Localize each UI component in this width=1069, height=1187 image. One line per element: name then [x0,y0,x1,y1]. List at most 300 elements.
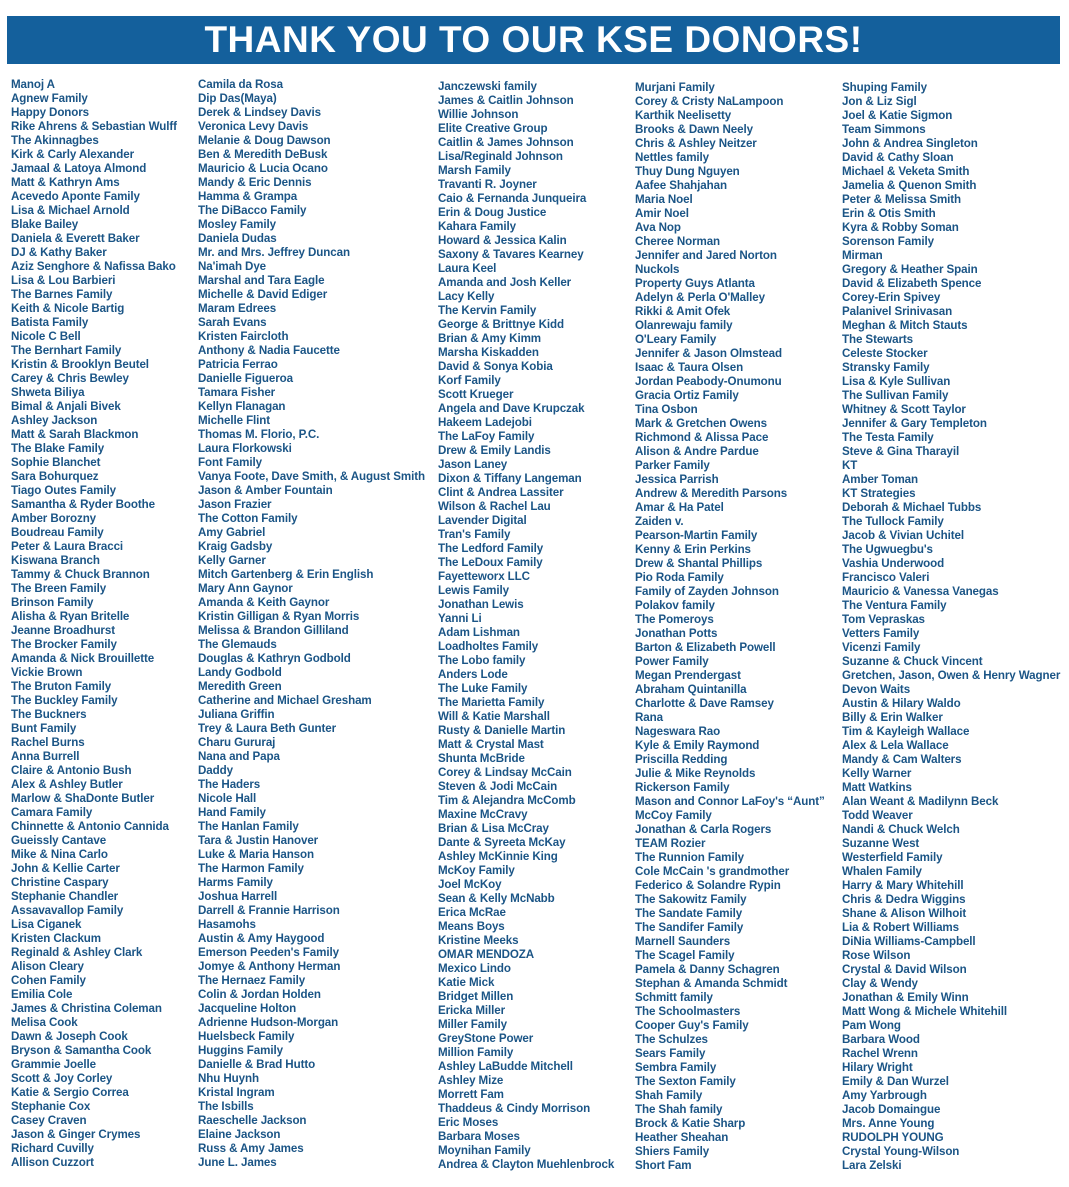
donor-name: Mary Ann Gaynor [198,582,293,595]
donor-name: Maram Edrees [198,302,277,315]
donor-name: Property Guys Atlanta [635,277,755,290]
donor-name: Scott Krueger [438,388,514,401]
donor-name: John & Andrea Singleton [842,137,978,150]
donor-name: Gregory & Heather Spain [842,263,978,276]
donor-name: Tara & Justin Hanover [198,834,319,847]
donor-name: Jennifer and Jared Norton [635,249,777,262]
donor-name: Catherine and Michael Gresham [198,694,372,707]
donor-name: The Luke Family [438,682,528,695]
donor-name: Yanni Li [438,612,482,625]
donor-name: Tina Osbon [635,403,698,416]
donor-name: KT [842,459,858,472]
donor-name: Rana [635,711,663,724]
donor-name: Harms Family [198,876,273,889]
donor-name: Lisa/Reginald Johnson [438,150,563,163]
donor-name: Alan Weant & Madilynn Beck [842,795,999,808]
donor-name: Jennifer & Jason Olmstead [635,347,782,360]
donor-name: Jonathan & Carla Rogers [635,823,772,836]
donor-name: Agnew Family [11,92,88,105]
donor-name: Richard Cuvilly [11,1142,94,1155]
donor-name: Cole McCain 's grandmother [635,865,790,878]
donor-name: Marnell Saunders [635,935,731,948]
donor-name: Cheree Norman [635,235,721,248]
donor-name: Barton & Elizabeth Powell [635,641,776,654]
donor-name: Moynihan Family [438,1144,531,1157]
donor-name: The Lobo family [438,654,526,667]
donor-name: Jonathan Potts [635,627,718,640]
donor-name: Jamelia & Quenon Smith [842,179,977,192]
donor-name: Todd Weaver [842,809,913,822]
donor-name: Priscilla Redding [635,753,728,766]
donor-name: Michelle Flint [198,414,271,427]
donor-name: The Bernhart Family [11,344,122,357]
donor-name: Alison Cleary [11,960,84,973]
donor-name: Rachel Burns [11,736,85,749]
donor-name: Acevedo Aponte Family [11,190,140,203]
donor-name: Casey Craven [11,1114,87,1127]
donor-name: Rachel Wrenn [842,1047,918,1060]
donor-name: Suzanne & Chuck Vincent [842,655,983,668]
donor-name: Steve & Gina Tharayil [842,445,960,458]
donor-name: Kristen Clackum [11,932,101,945]
donor-name: Jamaal & Latoya Almond [11,162,147,175]
donor-name: Nicole C Bell [11,330,81,343]
donor-name: Sembra Family [635,1061,717,1074]
donor-name: Lacy Kelly [438,290,495,303]
donor-name: Amar & Ha Patel [635,501,724,514]
donor-name: Colin & Jordan Holden [198,988,321,1001]
donor-name: DJ & Kathy Baker [11,246,107,259]
donor-name: John & Kellie Carter [11,862,120,875]
donor-name: The Pomeroys [635,613,714,626]
donor-name: George & Brittnye Kidd [438,318,564,331]
donor-name: Joel & Katie Sigmon [842,109,953,122]
donor-name: Whalen Family [842,865,922,878]
donor-name: Daniela & Everett Baker [11,232,140,245]
donor-name: Jacqueline Holton [198,1002,297,1015]
donor-name: Andrew & Meredith Parsons [635,487,788,500]
donor-name: Amber Borozny [11,512,97,525]
donor-name: The Buckners [11,708,87,721]
donor-name: Alison & Andre Pardue [635,445,759,458]
donor-name: Happy Donors [11,106,90,119]
donor-name: Amanda & Keith Gaynor [198,596,330,609]
donor-name: Lisa & Michael Arnold [11,204,130,217]
donor-name: The Schoolmasters [635,1005,741,1018]
donor-name: Lisa Ciganek [11,918,82,931]
page-title: THANK YOU TO OUR KSE DONORS! [204,19,863,60]
donor-name: Lewis Family [438,584,509,597]
donor-name: Steven & Jodi McCain [438,780,558,793]
donor-name: Corey & Cristy NaLampoon [635,95,784,108]
donor-name: Carey & Chris Bewley [11,372,129,385]
donor-name: Family of Zayden Johnson [635,585,779,598]
donor-name: Billy & Erin Walker [842,711,943,724]
donor-name: Rickerson Family [635,781,730,794]
donor-name: Nageswara Rao [635,725,721,738]
donor-name: Emerson Peeden's Family [198,946,339,959]
donor-name: Na'imah Dye [198,260,267,273]
donor-name: Howard & Jessica Kalin [438,234,567,247]
donor-name: The Schulzes [635,1033,708,1046]
donor-name: Elite Creative Group [438,122,548,135]
donor-name: The Sakowitz Family [635,893,747,906]
donor-name: Trey & Laura Beth Gunter [198,722,337,735]
donor-name: The Akinnagbes [11,134,99,147]
donor-name: Camara Family [11,806,93,819]
donor-name: Sophie Blanchet [11,456,101,469]
donor-name: Gracia Ortiz Family [635,389,739,402]
donor-name: Kiswana Branch [11,554,100,567]
donor-name: Hakeem Ladejobi [438,416,532,429]
donor-name: Mason and Connor LaFoy's “Aunt” [635,795,825,808]
donor-name: Tiago Outes Family [11,484,116,497]
donor-name: Anthony & Nadia Faucette [198,344,340,357]
donor-name: Bunt Family [11,722,77,735]
donor-name: Miller Family [438,1018,507,1031]
donor-name: Francisco Valeri [842,571,930,584]
donor-name: Cohen Family [11,974,86,987]
donor-name: Blake Bailey [11,218,79,231]
donor-name: Mirman [842,249,883,262]
donor-name: Tammy & Chuck Brannon [11,568,150,581]
donor-name: Thomas M. Florio, P.C. [198,428,320,441]
donor-name: Bimal & Anjali Bivek [11,400,121,413]
donor-name: Short Fam [635,1159,692,1172]
donor-name: Olanrewaju family [635,319,733,332]
donor-name: Rike Ahrens & Sebastian Wulff [11,120,177,133]
donor-name: Keith & Nicole Bartig [11,302,125,315]
donor-name: Means Boys [438,920,505,933]
donor-name: Jason & Ginger Crymes [11,1128,141,1141]
donor-name: Cooper Guy's Family [635,1019,749,1032]
donor-name: Lavender Digital [438,514,527,527]
donor-name: Chris & Ashley Neitzer [635,137,757,150]
donor-name: Isaac & Taura Olsen [635,361,744,374]
donor-name: Marsha Kiskadden [438,346,539,359]
donor-name: The LeDoux Family [438,556,543,569]
donor-name: Sorenson Family [842,235,934,248]
donor-name: Charu Gururaj [198,736,276,749]
donor-name: Alex & Ashley Butler [11,778,123,791]
donor-name: Nana and Papa [198,750,280,763]
donor-name: Hasamohs [198,918,256,931]
donor-name: June L. James [198,1156,277,1169]
donor-name: Jomye & Anthony Herman [198,960,341,973]
donor-name: Kirk & Carly Alexander [11,148,135,161]
donor-name: Huggins Family [198,1044,283,1057]
donor-name: Fayetteworx LLC [438,570,530,583]
donor-name: Drew & Emily Landis [438,444,551,457]
donor-name: Matt & Kathryn Ams [11,176,120,189]
donor-name: Chris & Dedra Wiggins [842,893,966,906]
donor-name: Matt Wong & Michele Whitehill [842,1005,1007,1018]
donor-name: Amir Noel [635,207,689,220]
donor-name: Willie Johnson [438,108,519,121]
donor-name: Adrienne Hudson-Morgan [198,1016,339,1029]
donor-name: James & Caitlin Johnson [438,94,574,107]
donor-name: The Sandate Family [635,907,743,920]
donor-name: Vickie Brown [11,666,83,679]
donor-name: Shweta Biliya [11,386,85,399]
donor-name: The Blake Family [11,442,105,455]
donor-name: The Buckley Family [11,694,118,707]
donor-name: Daniela Dudas [198,232,277,245]
donor-name: Nettles family [635,151,709,164]
donor-name: Gretchen, Jason, Owen & Henry Wagner [842,669,1061,682]
donor-column-3 [438,80,614,1172]
donor-name: The Runnion Family [635,851,744,864]
donor-name: The Bruton Family [11,680,112,693]
donor-name: The Cotton Family [198,512,298,525]
donor-name: Nuckols [635,263,680,276]
donor-name: Kahara Family [438,220,516,233]
donor-name: Sean & Kelly McNabb [438,892,555,905]
donor-name: Korf Family [438,374,501,387]
donor-name: Batista Family [11,316,89,329]
donor-name: Drew & Shantal Phillips [635,557,763,570]
donor-name: Power Family [635,655,709,668]
donor-name: Vanya Foote, Dave Smith, & August Smith [198,470,425,483]
donor-name: Andrea & Clayton Muehlenbrock [438,1158,615,1171]
donor-name: Jacob & Vivian Uchitel [842,529,964,542]
donor-name: Ava Nop [635,221,681,234]
donor-name: Shunta McBride [438,752,525,765]
donor-name: Shiers Family [635,1145,710,1158]
donor-name: Crystal & David Wilson [842,963,967,976]
donor-name: Polakov family [635,599,715,612]
donor-name: Team Simmons [842,123,926,136]
donor-name: Douglas & Kathryn Godbold [198,652,351,665]
donor-name: Nandi & Chuck Welch [842,823,960,836]
donor-name: Amber Toman [842,473,918,486]
donor-name: Barbara Moses [438,1130,520,1143]
donor-name: The Hanlan Family [198,820,299,833]
donor-name: Juliana Griffin [198,708,275,721]
donor-name: Amanda & Nick Brouillette [11,652,155,665]
donor-name: Huelsbeck Family [198,1030,295,1043]
donor-name: Joel McKoy [438,878,502,891]
donor-name: Wilson & Rachel Lau [438,500,551,513]
donor-name: Adam Lishman [438,626,520,639]
donor-name: Clint & Andrea Lassiter [438,486,564,499]
donor-name: Claire & Antonio Bush [11,764,132,777]
donor-name: Brian & Lisa McCray [438,822,549,835]
donor-name: Dixon & Tiffany Langeman [438,472,582,485]
donor-column-4 [635,81,825,1173]
donor-name: Amanda and Josh Keller [438,276,572,289]
donor-name: Erin & Doug Justice [438,206,547,219]
donor-name: Mandy & Eric Dennis [198,176,312,189]
donor-name: Ashley Jackson [11,414,98,427]
donor-name: Kelly Warner [842,767,912,780]
donor-name: Boudreau Family [11,526,104,539]
donor-name: Marlow & ShaDonte Butler [11,792,155,805]
donor-name: Lisa & Lou Barbieri [11,274,116,287]
donor-name: Patricia Ferrao [198,358,278,371]
donor-name: The Testa Family [842,431,934,444]
donor-name: Devon Waits [842,683,911,696]
donor-name: David & Cathy Sloan [842,151,954,164]
donor-name: Bridget Millen [438,990,514,1003]
donor-name: Saxony & Tavares Kearney [438,248,584,261]
donor-name: Matt Watkins [842,781,912,794]
donor-name: Sarah Evans [198,316,267,329]
donor-name: RUDOLPH YOUNG [842,1131,944,1144]
donor-name: Clay & Wendy [842,977,918,990]
donor-name: Lia & Robert Williams [842,921,959,934]
donor-name: Landy Godbold [198,666,282,679]
donor-name: The Sandifer Family [635,921,744,934]
donor-name: Harry & Mary Whitehill [842,879,964,892]
donor-name: Michelle & David Ediger [198,288,328,301]
donor-name: GreyStone Power [438,1032,534,1045]
donor-name: DiNia Williams-Campbell [842,935,976,948]
donor-name: Jason Frazier [198,498,272,511]
donor-name: Stephanie Cox [11,1100,91,1113]
donor-name: The Barnes Family [11,288,113,301]
donor-name: Deborah & Michael Tubbs [842,501,982,514]
donor-name: Scott & Joy Corley [11,1072,113,1085]
donor-name: Joshua Harrell [198,890,278,903]
donor-name: Meredith Green [198,680,282,693]
donor-name: Pio Roda Family [635,571,724,584]
donor-name: Stransky Family [842,361,930,374]
donor-name: Angela and Dave Krupczak [438,402,585,415]
donor-name: Charlotte & Dave Ramsey [635,697,774,710]
donor-name: Danielle Figueroa [198,372,293,385]
donor-name: Marsh Family [438,164,511,177]
donor-name: Kristal Ingram [198,1086,275,1099]
donor-name: Tim & Kayleigh Wallace [842,725,970,738]
donor-name: Kristine Meeks [438,934,519,947]
donor-name: Rusty & Danielle Martin [438,724,566,737]
donor-name: Daddy [198,764,233,777]
donor-name: Janczewski family [438,80,537,93]
donor-name: Brooks & Dawn Neely [635,123,753,136]
donor-name: Crystal Young-Wilson [842,1145,960,1158]
donor-name: Loadholtes Family [438,640,539,653]
donor-name: Mitch Gartenberg & Erin English [198,568,374,581]
donor-name: Amy Yarbrough [842,1089,927,1102]
donor-name: Melanie & Doug Dawson [198,134,331,147]
donor-name: Pamela & Danny Schagren [635,963,780,976]
donor-name: The LaFoy Family [438,430,535,443]
donor-name: Matt & Crystal Mast [438,738,544,751]
donor-name: Katie & Sergio Correa [11,1086,129,1099]
donor-name: Tamara Fisher [198,386,276,399]
donor-name: Manoj A [11,78,55,91]
donor-name: Jonathan & Emily Winn [842,991,969,1004]
donor-name: Federico & Solandre Rypin [635,879,781,892]
donor-name: Hilary Wright [842,1061,913,1074]
donor-name: Kenny & Erin Perkins [635,543,751,556]
donor-name: Veronica Levy Davis [198,120,309,133]
donor-name: Austin & Amy Haygood [198,932,325,945]
donor-name: Maxine McCravy [438,808,528,821]
donor-name: Mexico Lindo [438,962,511,975]
donor-name: Mauricio & Lucia Ocano [198,162,328,175]
donor-name: The Breen Family [11,582,107,595]
donor-name: The Tullock Family [842,515,944,528]
donor-name: Corey & Lindsay McCain [438,766,572,779]
donor-name: Hand Family [198,806,266,819]
donor-name: The Hernaez Family [198,974,306,987]
donor-name: Tom Vepraskas [842,613,925,626]
donor-name: Elaine Jackson [198,1128,281,1141]
donor-name: Megan Prendergast [635,669,741,682]
donor-name: Peter & Melissa Smith [842,193,962,206]
donor-name: Sears Family [635,1047,706,1060]
donor-name: OMAR MENDOZA [438,948,535,961]
donor-name: Westerfield Family [842,851,943,864]
donor-name: Anna Burrell [11,750,80,763]
donor-name: The Glemauds [198,638,277,651]
donor-name: Brinson Family [11,596,94,609]
header-banner [7,16,1060,64]
donor-name: Zaiden v. [635,515,684,528]
donor-name: Million Family [438,1046,514,1059]
donor-name: Will & Katie Marshall [438,710,550,723]
donor-name: Jessica Parrish [635,473,719,486]
donor-name: The Marietta Family [438,696,545,709]
donor-name: Danielle & Brad Hutto [198,1058,316,1071]
donor-name: The Shah family [635,1103,723,1116]
donor-name: Corey-Erin Spivey [842,291,941,304]
donor-name: Vashia Underwood [842,557,945,570]
donor-name: The Ugwuegbu's [842,543,933,556]
donor-name: Dip Das(Maya) [198,92,277,105]
donor-name: Celeste Stocker [842,347,928,360]
donor-column-5 [842,81,1060,1173]
donor-name: Rikki & Amit Ofek [635,305,731,318]
donor-name: Jonathan Lewis [438,598,524,611]
donor-name: Parker Family [635,459,710,472]
donor-name: Samantha & Ryder Boothe [11,498,155,511]
donor-name: Kristin Gilligan & Ryan Morris [198,610,360,623]
donor-name: Michael & Veketa Smith [842,165,970,178]
donor-name: Hamma & Grampa [198,190,298,203]
donor-name: Ericka Miller [438,1004,506,1017]
donor-name: Jordan Peabody-Onumonu [635,375,782,388]
donor-name: TEAM Rozier [635,837,706,850]
donor-name: Rose Wilson [842,949,911,962]
donor-name: Derek & Lindsey Davis [198,106,321,119]
donor-name: Mosley Family [198,218,276,231]
donor-name: Camila da Rosa [198,78,283,91]
donor-name: KT Strategies [842,487,916,500]
donor-name: Mr. and Mrs. Jeffrey Duncan [198,246,350,259]
donor-name: Barbara Wood [842,1033,920,1046]
donor-column-2 [198,78,425,1170]
donor-name: Anders Lode [438,668,508,681]
donor-name: Brock & Katie Sharp [635,1117,746,1130]
donor-name: Christine Caspary [11,876,109,889]
donor-name: Tran's Family [438,528,511,541]
donor-name: The Sullivan Family [842,389,949,402]
donor-name: Amy Gabriel [198,526,266,539]
donor-name: Travanti R. Joyner [438,178,537,191]
donor-name: Abraham Quintanilla [635,683,747,696]
donor-name: Maria Noel [635,193,693,206]
donor-name: Russ & Amy James [198,1142,304,1155]
donor-name: Aziz Senghore & Nafissa Bako [11,260,176,273]
donor-name: Katie Mick [438,976,495,989]
donor-name: Matt & Sarah Blackmon [11,428,139,441]
donor-name: Kellyn Flanagan [198,400,286,413]
donor-name: Caio & Fernanda Junqueira [438,192,587,205]
donor-name: O'Leary Family [635,333,717,346]
